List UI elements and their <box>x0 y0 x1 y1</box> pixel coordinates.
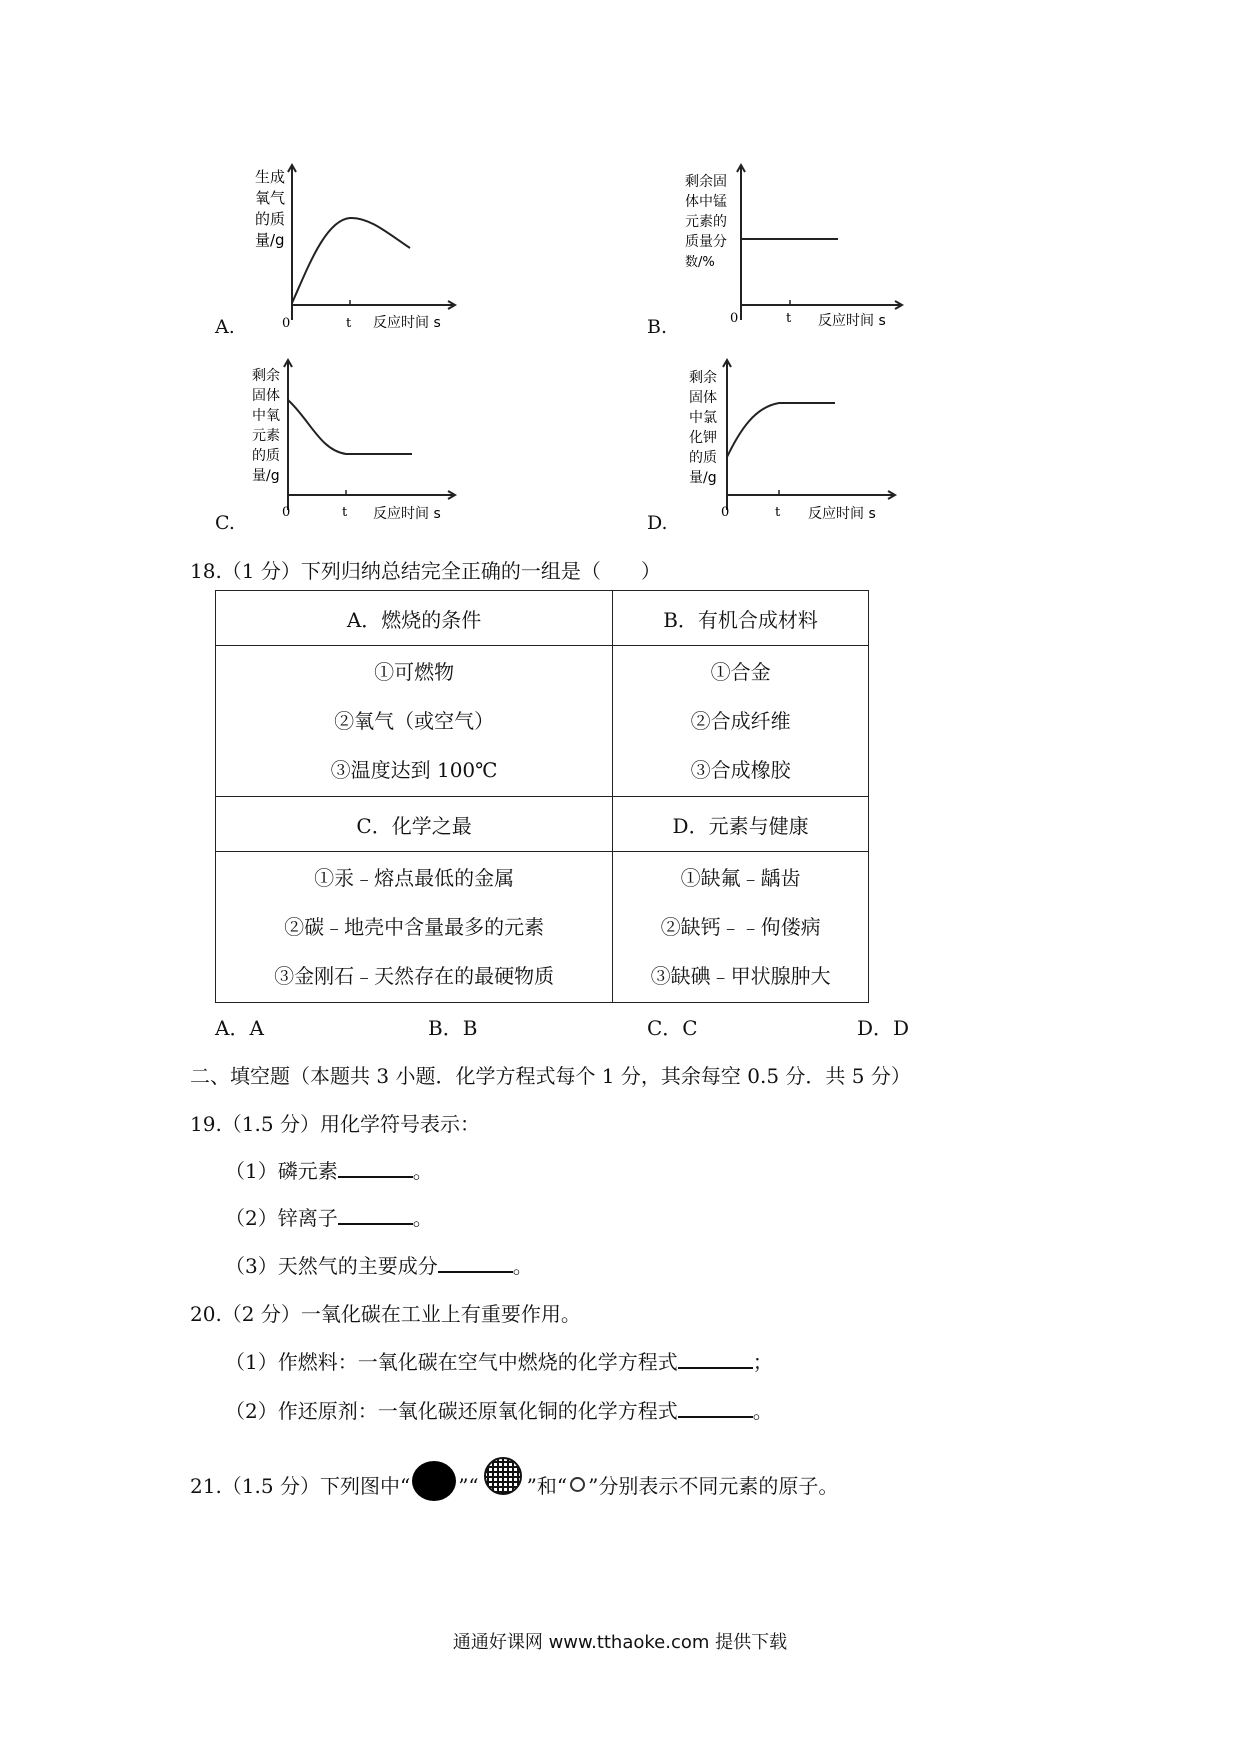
ylabel-d-3: 化钾 <box>689 430 717 446</box>
origin-d: 0 <box>721 505 730 520</box>
ylabel-a-1: 氧气 <box>255 189 286 207</box>
ylabel-a-3: 量/g <box>255 231 285 249</box>
table-d-item-3: ③缺碘﹣甲状腺肿大 <box>650 963 831 988</box>
q20-blank-1[interactable] <box>678 1349 753 1369</box>
q18-option-b: B．B <box>428 1016 478 1040</box>
q19-blank-2[interactable] <box>338 1205 413 1225</box>
q20-part-2-end: 。 <box>752 1399 773 1423</box>
ylabel-a-0: 生成 <box>255 168 286 186</box>
ylabel-c-1: 固体 <box>252 388 280 404</box>
q19-part-3-text: （3）天然气的主要成分 <box>225 1254 438 1278</box>
graph-d-letter: D. <box>647 512 668 534</box>
graph-a <box>245 160 465 335</box>
q20-part-1 <box>225 1346 773 1375</box>
origin-b: 0 <box>730 311 739 326</box>
ylabel-d-0: 剩余 <box>689 370 717 386</box>
black-atom-icon <box>412 1461 456 1501</box>
curve-c <box>288 400 412 454</box>
ylabel-a-2: 的质 <box>255 210 286 228</box>
table-a-items <box>216 646 613 797</box>
t-label-b: t <box>786 311 792 326</box>
table-a-item-3: ③温度达到 100℃ <box>330 757 498 782</box>
ylabel-b-2: 元素的 <box>685 214 727 230</box>
ylabel-b-0: 剩余固 <box>685 174 727 190</box>
t-label-d: t <box>775 505 781 520</box>
graph-c <box>250 355 470 530</box>
ylabel-b-3: 质量分 <box>685 234 727 250</box>
q19-part-2-end: 。 <box>412 1206 433 1230</box>
q21-stem <box>190 1470 838 1501</box>
graph-c-letter: C. <box>215 512 235 534</box>
grid-atom-icon <box>481 1456 525 1501</box>
q18-option-d: D．D <box>857 1016 910 1040</box>
footer: 通通好课网 www.tthaoke.com 提供下载 <box>452 1632 788 1653</box>
graph-b <box>685 160 910 335</box>
graph-a-letter: A. <box>215 316 235 338</box>
curve-d <box>727 403 835 457</box>
ylabel-c-2: 中氧 <box>252 408 280 424</box>
table-d-item-1: ①缺氟﹣龋齿 <box>680 865 801 890</box>
section-2-heading: 二、填空题（本题共 3 小题．化学方程式每个 1 分，其余每空 0.5 分．共 5 分） <box>190 1064 911 1088</box>
q21-suffix: ”分别表示不同元素的原子。 <box>588 1474 839 1498</box>
graph-b-letter: B. <box>647 316 668 338</box>
white-atom-icon <box>570 1477 585 1492</box>
table-a-title: A．燃烧的条件 <box>216 591 613 646</box>
q19-part-1-text: （1）磷元素 <box>225 1159 338 1183</box>
q20-part-1-end: ； <box>752 1350 773 1374</box>
q19-part-3 <box>225 1250 533 1279</box>
table-c-title: C．化学之最 <box>216 797 613 852</box>
table-a-item-1: ①可燃物 <box>374 659 455 684</box>
ylabel-d-4: 的质 <box>689 450 717 466</box>
xlabel-d: 反应时间 s <box>808 506 876 522</box>
table-c-item-3: ③金刚石﹣天然存在的最硬物质 <box>274 963 555 988</box>
table-c-items <box>216 852 613 1003</box>
table-d-items <box>613 852 869 1003</box>
ylabel-b-4: 数/% <box>685 255 715 270</box>
ylabel-c-4: 的质 <box>252 448 280 464</box>
table-c-item-2: ②碳﹣地壳中含量最多的元素 <box>284 914 545 939</box>
q19-part-3-end: 。 <box>512 1254 533 1278</box>
q19-part-1-end: 。 <box>412 1159 433 1183</box>
q19-blank-1[interactable] <box>338 1158 413 1178</box>
q20-stem: 20.（2 分）一氧化碳在工业上有重要作用。 <box>190 1302 581 1326</box>
table-d-title: D．元素与健康 <box>613 797 869 852</box>
q18-option-a: A．A <box>215 1016 264 1040</box>
origin-a: 0 <box>282 316 291 331</box>
q20-part-1-text: （1）作燃料：一氧化碳在空气中燃烧的化学方程式 <box>225 1350 678 1374</box>
ylabel-c-0: 剩余 <box>252 368 280 384</box>
graph-d <box>685 355 910 530</box>
q19-part-2-text: （2）锌离子 <box>225 1206 338 1230</box>
q20-blank-2[interactable] <box>678 1398 753 1418</box>
q21-mid1: ”“ <box>458 1474 479 1498</box>
table-b-items <box>613 646 869 797</box>
q20-part-2 <box>225 1395 773 1424</box>
q18-stem: 18.（1 分）下列归纳总结完全正确的一组是（ ） <box>190 559 661 583</box>
table-b-item-1: ①合金 <box>710 659 771 684</box>
table-d-item-2: ②缺钙﹣﹣佝偻病 <box>660 914 821 939</box>
ylabel-b-1: 体中锰 <box>685 194 727 210</box>
table-b-item-3: ③合成橡胶 <box>690 757 791 782</box>
xlabel-a: 反应时间 s <box>373 315 441 331</box>
q19-stem: 19.（1.5 分）用化学符号表示： <box>190 1112 480 1136</box>
q19-part-2 <box>225 1202 433 1231</box>
ylabel-d-1: 固体 <box>689 390 717 406</box>
curve-a <box>292 218 410 303</box>
table-b-title: B．有机合成材料 <box>613 591 869 646</box>
q21-prefix: 21.（1.5 分）下列图中“ <box>190 1474 411 1498</box>
ylabel-d-2: 中氯 <box>689 410 717 426</box>
q21-mid2: ”和“ <box>526 1474 568 1498</box>
t-label-a: t <box>346 316 352 331</box>
q19-part-1 <box>225 1155 433 1184</box>
origin-c: 0 <box>282 505 291 520</box>
table-a-item-2: ②氧气（或空气） <box>334 708 495 733</box>
t-label-c: t <box>342 505 348 520</box>
ylabel-c-3: 元素 <box>252 428 280 444</box>
q18-table <box>215 590 869 1003</box>
xlabel-c: 反应时间 s <box>373 506 441 522</box>
q20-part-2-text: （2）作还原剂：一氧化碳还原氧化铜的化学方程式 <box>225 1399 678 1423</box>
table-c-item-1: ①汞﹣熔点最低的金属 <box>314 865 515 890</box>
q18-option-c: C．C <box>647 1016 698 1040</box>
ylabel-d-5: 量/g <box>689 470 717 486</box>
xlabel-b: 反应时间 s <box>818 313 886 329</box>
q19-blank-3[interactable] <box>438 1253 513 1273</box>
table-b-item-2: ②合成纤维 <box>690 708 791 733</box>
ylabel-c-5: 量/g <box>252 468 280 484</box>
